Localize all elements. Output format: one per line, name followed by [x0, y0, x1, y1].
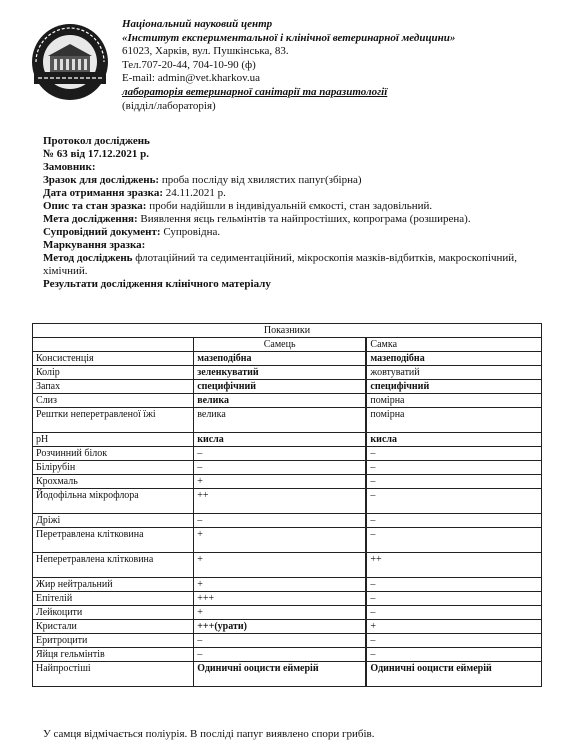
table-row	[33, 433, 542, 447]
table-row	[33, 514, 542, 528]
table-row	[33, 475, 542, 489]
female-value: –	[367, 528, 542, 553]
table-row	[33, 461, 542, 475]
condition-label: Опис та стан зразка:	[43, 200, 147, 212]
female-value: –	[367, 592, 542, 606]
protocol-number: № 63 від 17.12.2021 р.	[43, 148, 149, 160]
doc-value: Супровідна.	[160, 226, 221, 238]
sample-value: проба послідy від хвилястих папуг(збірна)	[159, 174, 362, 186]
female-value: –	[367, 578, 542, 592]
male-value: велика	[194, 394, 366, 408]
table-row	[33, 634, 542, 648]
indicator-name: Жир нейтральний	[33, 578, 194, 592]
conclusion-note: У самця відмічається поліурія. В послідi папуг виявлено спори грибів.	[43, 728, 375, 740]
table-row	[33, 447, 542, 461]
female-value: помірна	[367, 394, 542, 408]
method-value: флотаційний та седиментаційний, мікроскопія мазків-відбитків, макроскопічний, хімічний.	[43, 252, 517, 277]
results-title: Результати дослідження клінічного матеріалу	[43, 278, 271, 290]
indicator-name: Консистенція	[33, 352, 194, 366]
condition-value: проби надійшли в індивідуальній ємкості, стан задовільний.	[146, 200, 433, 212]
table-row	[33, 408, 542, 433]
indicator-name: Розчинний білок	[33, 447, 194, 461]
lab-name: лабораторія ветеринарної санітарії та паразитології	[122, 85, 388, 98]
indicator-name: рН	[33, 433, 194, 447]
indicator-name: Еритроцити	[33, 634, 194, 648]
table-header: Показники	[33, 324, 542, 338]
male-value: +++(урати)	[194, 620, 366, 634]
table-row	[33, 366, 542, 380]
table-row	[33, 489, 542, 514]
female-value: ++	[367, 553, 542, 578]
female-value: –	[367, 475, 542, 489]
male-value: +++	[194, 592, 366, 606]
table-row	[33, 394, 542, 408]
indicator-name: Перетравлена клітковина	[33, 528, 194, 553]
female-value: –	[367, 447, 542, 461]
indicator-name: Йодофільна мікрофлора	[33, 489, 194, 514]
female-value: –	[367, 514, 542, 528]
table-header-row	[33, 324, 542, 338]
col-male: Самець	[194, 338, 366, 352]
subheader-empty-cell	[33, 338, 194, 352]
email: E-mail: admin@vet.kharkov.ua	[122, 72, 261, 85]
indicator-name: Крохмаль	[33, 475, 194, 489]
female-value: –	[367, 461, 542, 475]
male-value: –	[194, 514, 366, 528]
table-row	[33, 648, 542, 662]
purpose-value: Виявлення яєць гельмінтів та найпростіших, копрограма (розширена).	[137, 213, 471, 225]
marking-label: Маркування зразка:	[43, 239, 146, 251]
address: 61023, Харків, вул. Пушкінська, 83.	[122, 45, 289, 58]
indicator-name: Яйця гельмінтів	[33, 648, 194, 662]
table-row	[33, 578, 542, 592]
female-value: +	[367, 620, 542, 634]
received-label: Дата отримання зразка:	[43, 187, 164, 199]
male-value: ++	[194, 489, 366, 514]
results-table	[32, 323, 542, 687]
method-label: Метод досліджень	[43, 252, 133, 264]
indicator-name: Епітелій	[33, 592, 194, 606]
female-value: специфічний	[367, 380, 542, 394]
female-value: –	[367, 489, 542, 514]
male-value: специфічний	[194, 380, 366, 394]
male-value: зеленкуватий	[194, 366, 366, 380]
col-female: Самка	[367, 338, 542, 352]
male-value: +	[194, 475, 366, 489]
indicator-name: Кристали	[33, 620, 194, 634]
institute-header	[122, 18, 455, 113]
indicator-name: Дріжі	[33, 514, 194, 528]
customer-label: Замовник:	[43, 161, 96, 173]
male-value: –	[194, 634, 366, 648]
female-value: помірна	[367, 408, 542, 433]
male-value: +	[194, 528, 366, 553]
table-row	[33, 606, 542, 620]
phone: Тел.707-20-44, 704-10-90 (ф)	[122, 58, 256, 71]
indicator-name: Запах	[33, 380, 194, 394]
org-name-line1: Національний науковий центр	[122, 18, 273, 30]
female-value: кисла	[367, 433, 542, 447]
female-value: –	[367, 648, 542, 662]
table-row	[33, 528, 542, 553]
female-value: жовтуватий	[367, 366, 542, 380]
indicator-name: Білірубін	[33, 461, 194, 475]
indicator-name: Рештки неперетравленої їжі	[33, 408, 194, 433]
doc-label: Супровідний документ:	[43, 226, 161, 238]
female-value: –	[367, 634, 542, 648]
institute-logo-icon	[30, 22, 110, 102]
female-value: мазеподібна	[367, 352, 542, 366]
male-value: велика	[194, 408, 366, 433]
male-value: +	[194, 553, 366, 578]
received-value: 24.11.2021 р.	[163, 187, 226, 199]
lab-caption: (відділ/лабораторія)	[122, 99, 216, 112]
male-value: +	[194, 606, 366, 620]
female-value: –	[367, 606, 542, 620]
protocol-block	[43, 135, 563, 291]
indicator-name: Лейкоцити	[33, 606, 194, 620]
male-value: –	[194, 648, 366, 662]
male-value: Одиничні ооцисти еймерій	[194, 662, 366, 687]
purpose-label: Мета дослідження:	[43, 213, 138, 225]
table-row	[33, 662, 542, 687]
male-value: кисла	[194, 433, 366, 447]
indicator-name: Неперетравлена клітковина	[33, 553, 194, 578]
table-subheader-row	[33, 338, 542, 352]
org-name-line2: «Інститут експериментальної і клінічної ветеринарної медицини»	[122, 31, 456, 44]
table-row	[33, 620, 542, 634]
indicator-name: Колір	[33, 366, 194, 380]
table-row	[33, 592, 542, 606]
table-row	[33, 352, 542, 366]
protocol-title: Протокол досліджень	[43, 135, 150, 147]
table-row	[33, 553, 542, 578]
indicator-name: Найпростіші	[33, 662, 194, 687]
indicator-name: Слиз	[33, 394, 194, 408]
sample-label: Зразок для досліджень:	[43, 174, 160, 186]
table-row	[33, 380, 542, 394]
male-value: –	[194, 461, 366, 475]
male-value: –	[194, 447, 366, 461]
male-value: мазеподібна	[194, 352, 366, 366]
male-value: +	[194, 578, 366, 592]
female-value: Одиничні ооцисти еймерій	[367, 662, 542, 687]
